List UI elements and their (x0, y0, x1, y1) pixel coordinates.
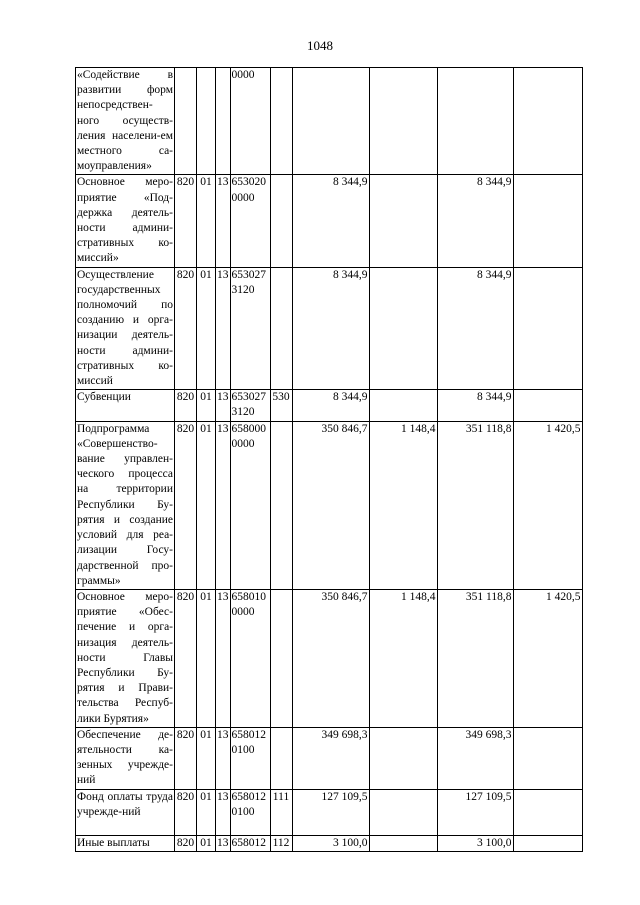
change-2018-cell (513, 267, 582, 390)
section-code-cell: 01 (197, 789, 216, 835)
ministry-code-cell: 820 (175, 175, 197, 267)
row-name-cell: «Содействие в развитии форм непосредствен-ного осуществ-ления населени-ем местного са-моуправления» (76, 68, 175, 175)
row-name-cell: Осуществление государственных полномочий по созданию и орга-низации деятель-ности админи-стративных ко-миссий (76, 267, 175, 390)
target-article-code-cell: 0000 (230, 68, 270, 175)
change-2017-cell: 1 148,4 (369, 589, 437, 727)
row-name-cell: Основное меро-приятие «Под-держка деятель-ности админи-стративных ко-миссий» (76, 175, 175, 267)
change-2018-cell: 1 420,5 (513, 421, 582, 589)
expense-type-code-cell: 530 (270, 390, 292, 421)
expense-type-code-cell (270, 68, 292, 175)
row-name-cell: Субвенции (76, 390, 175, 421)
ministry-code-cell: 820 (175, 589, 197, 727)
row-name-cell: Обеспечение де-ятельности ка-зенных учрежде-ний (76, 727, 175, 789)
page-number: 1048 (307, 38, 333, 53)
table-row (76, 68, 583, 175)
subsection-code-cell: 13 (216, 175, 231, 267)
section-code-cell: 01 (197, 727, 216, 789)
amount-2018-cell: 8 344,9 (437, 390, 513, 421)
section-code-cell: 01 (197, 267, 216, 390)
ministry-code-cell: 820 (175, 421, 197, 589)
expense-type-code-cell: 111 (270, 789, 292, 835)
target-article-code-cell: 6530200000 (230, 175, 270, 267)
target-article-code-cell: 6580120100 (230, 727, 270, 789)
amount-2017-cell: 3 100,0 (292, 835, 369, 851)
ministry-code-cell: 820 (175, 267, 197, 390)
amount-2017-cell: 350 846,7 (292, 589, 369, 727)
amount-2017-cell: 349 698,3 (292, 727, 369, 789)
expense-type-code-cell (270, 727, 292, 789)
change-2018-cell (513, 789, 582, 835)
table-row (76, 727, 583, 789)
row-name-cell: Подпрограмма «Совершенство-вание управлен-ческого процесса на территории Республики Бу-рятия и создание условий для реа-лизации Госу-дарственной про-граммы» (76, 421, 175, 589)
ministry-code-cell: 820 (175, 727, 197, 789)
subsection-code-cell: 13 (216, 789, 231, 835)
amount-2018-cell (437, 68, 513, 175)
row-name-cell: Фонд оплаты труда учрежде-ний (76, 789, 175, 835)
change-2017-cell: 1 148,4 (369, 421, 437, 589)
amount-2018-cell: 351 118,8 (437, 421, 513, 589)
change-2017-cell (369, 267, 437, 390)
amount-2017-cell: 127 109,5 (292, 789, 369, 835)
target-article-code-cell: 6580000000 (230, 421, 270, 589)
section-code-cell: 01 (197, 421, 216, 589)
section-code-cell: 01 (197, 835, 216, 851)
subsection-code-cell: 13 (216, 421, 231, 589)
subsection-code-cell: 13 (216, 267, 231, 390)
table-row (76, 421, 583, 589)
section-code-cell: 01 (197, 390, 216, 421)
change-2018-cell (513, 175, 582, 267)
subsection-code-cell: 13 (216, 589, 231, 727)
subsection-code-cell (216, 68, 231, 175)
ministry-code-cell: 820 (175, 390, 197, 421)
ministry-code-cell: 820 (175, 835, 197, 851)
ministry-code-cell: 820 (175, 789, 197, 835)
section-code-cell (197, 68, 216, 175)
budget-table (75, 67, 583, 852)
change-2018-cell (513, 835, 582, 851)
row-name-cell: Основное меро-приятие «Обес-печение и орга-низация деятель-ности Главы Республики Бу-рятия и Прави-тельства Респуб-лики Бурятия» (76, 589, 175, 727)
amount-2017-cell: 8 344,9 (292, 267, 369, 390)
subsection-code-cell: 13 (216, 835, 231, 851)
expense-type-code-cell (270, 589, 292, 727)
change-2017-cell (369, 835, 437, 851)
target-article-code-cell: 6530273120 (230, 267, 270, 390)
change-2017-cell (369, 390, 437, 421)
change-2018-cell: 1 420,5 (513, 589, 582, 727)
change-2018-cell (513, 68, 582, 175)
amount-2018-cell: 349 698,3 (437, 727, 513, 789)
amount-2018-cell: 8 344,9 (437, 175, 513, 267)
target-article-code-cell: 6580100000 (230, 589, 270, 727)
amount-2018-cell: 8 344,9 (437, 267, 513, 390)
ministry-code-cell (175, 68, 197, 175)
amount-2017-cell: 350 846,7 (292, 421, 369, 589)
change-2017-cell (369, 727, 437, 789)
subsection-code-cell: 13 (216, 390, 231, 421)
change-2018-cell (513, 727, 582, 789)
expense-type-code-cell (270, 175, 292, 267)
amount-2017-cell (292, 68, 369, 175)
expense-type-code-cell (270, 267, 292, 390)
section-code-cell: 01 (197, 175, 216, 267)
target-article-code-cell: 6530273120 (230, 390, 270, 421)
table-row (76, 835, 583, 851)
change-2018-cell (513, 390, 582, 421)
amount-2017-cell: 8 344,9 (292, 175, 369, 267)
table-row (76, 589, 583, 727)
expense-type-code-cell: 112 (270, 835, 292, 851)
amount-2018-cell: 351 118,8 (437, 589, 513, 727)
change-2017-cell (369, 175, 437, 267)
table-row (76, 175, 583, 267)
section-code-cell: 01 (197, 589, 216, 727)
table-row (76, 390, 583, 421)
amount-2018-cell: 3 100,0 (437, 835, 513, 851)
table-row (76, 789, 583, 835)
change-2017-cell (369, 789, 437, 835)
expense-type-code-cell (270, 421, 292, 589)
target-article-code-cell: 658012 (230, 835, 270, 851)
row-name-cell: Иные выплаты (76, 835, 175, 851)
subsection-code-cell: 13 (216, 727, 231, 789)
change-2017-cell (369, 68, 437, 175)
amount-2017-cell: 8 344,9 (292, 390, 369, 421)
amount-2018-cell: 127 109,5 (437, 789, 513, 835)
budget-table-body (76, 68, 583, 852)
target-article-code-cell: 6580120100 (230, 789, 270, 835)
table-row (76, 267, 583, 390)
